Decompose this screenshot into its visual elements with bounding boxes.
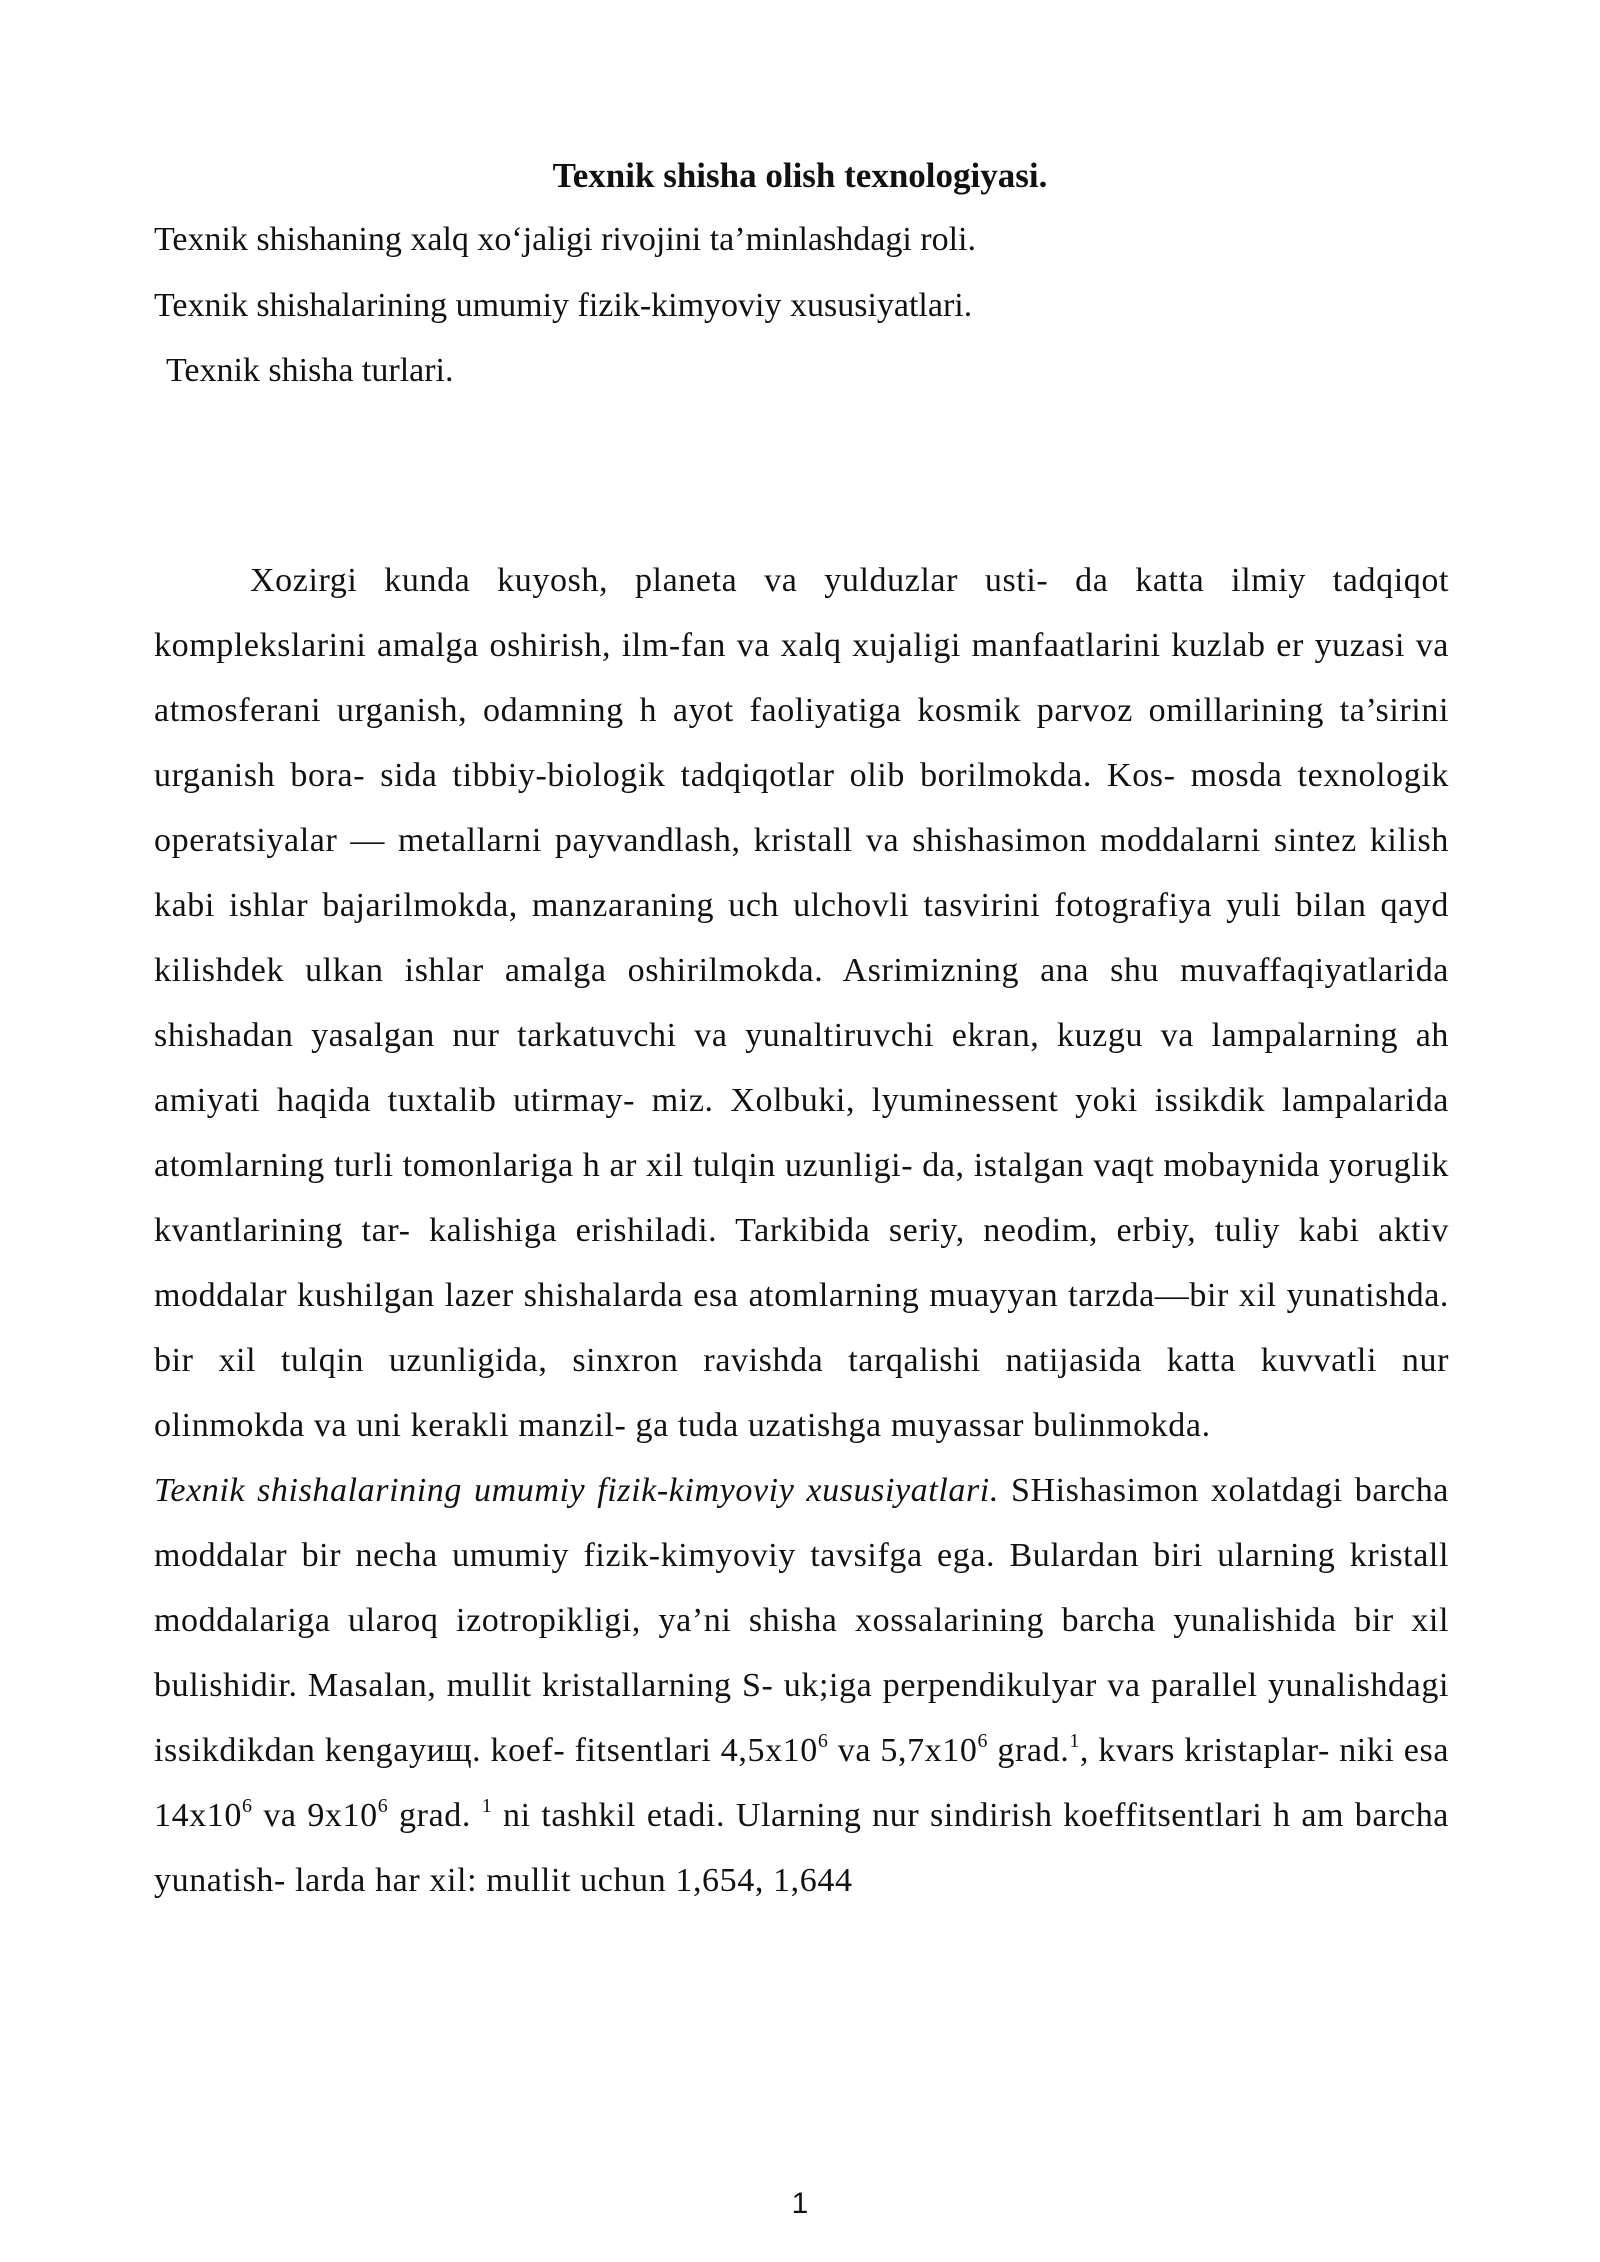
paragraph-text: grad. — [388, 1797, 482, 1834]
subheading-properties: Texnik shishalarining umumiy fizik-kimyoviy xususiyatlari. — [154, 287, 973, 324]
paragraph-text: ni tashkil etadi. Ularning nur sindirish koeffitsentlari h am barcha yunatish- larda har xil: mullit uchun 1,654, 1,644 — [154, 1797, 1449, 1899]
superscript: 6 — [977, 1730, 989, 1752]
superscript: 6 — [817, 1730, 829, 1752]
superscript: 1 — [481, 1795, 493, 1817]
paragraph-text: va 9x10 — [252, 1797, 378, 1834]
subheading-types: Texnik shisha turlari. — [166, 352, 454, 389]
document-title: Texnik shisha olish texnologiyasi. — [552, 156, 1048, 195]
paragraph-text: grad. — [988, 1732, 1070, 1769]
superscript: 6 — [377, 1795, 389, 1817]
document-body — [154, 548, 1449, 1913]
superscript: 6 — [242, 1795, 253, 1817]
page-number: 1 — [791, 2187, 809, 2220]
subheading-role: Texnik shishaning xalq xo‘jaligi rivojini ta’minlashdagi roli. — [154, 221, 976, 258]
paragraph-text: va 5,7x10 — [828, 1732, 978, 1769]
superscript: 1 — [1069, 1730, 1080, 1752]
paragraph-intro: Xozirgi kunda kuyosh, planeta va yulduzlar usti- da katta ilmiy tadqiqot komplekslarini amalga oshirish, ilm-fan va xalq xujaligi manfaatlarini kuzlab er yuzasi va atmosferani urganish, odamning h ayot faoliyatiga kosmik parvoz omillarining ta’sirini urganish bora- sida tibbiy-biologik tadqiqotlar olib borilmokda. Kos- mosda texnologik operatsiyalar — metallarni payvandlash, kristall va shishasimon moddalarni sintez kilish kabi ishlar bajarilmokda, manzaraning uch ulchovli tasvirini fotografiya yuli bilan qayd kilishdek ulkan ishlar amalga oshirilmokda. Asrimizning ana shu muvaffaqiyatlarida shishadan yasalgan nur tarkatuvchi va yunaltiruvchi ekran, kuzgu va lampalarning ah amiyati haqida tuxtalib utirmay- miz. Xolbuki, lyuminessent yoki issikdik lampalarida atomlarning turli tomonlariga h ar xil tulqin uzunligi- da, istalgan vaqt mobaynida yoruglik kvantlarining tar- kalishiga erishiladi. Tarkibida seriy, neodim, erbiy, tuliy kabi aktiv moddalar kushilgan lazer shishalarda esa atomlarning muayyan tarzda—bir xil yunatishda. bir xil tulqin uzunligida, sinxron ravishda tarqalishi natijasida katta kuvvatli nur olinmokda va uni kerakli manzil- ga tuda uzatishga muyassar bulinmokda. — [154, 562, 1450, 1444]
paragraph-text: SHishasimon xolatdagi barcha moddalar bir necha umumiy fizik-kimyoviy tavsifga ega. Bulardan biri ularning kristall moddalariga ularoq izotropikligi, ya’ni shisha xossalarining barcha yunalishida bir xil bulishidir. Masalan, mullit kristallarning S- uk;iga perpendikulyar va parallel yunalishdagi issikdikdan kengayищ. koef- fitsentlari 4,5x10 — [154, 1472, 1449, 1769]
paragraph-text: , kvars kristaplar- niki esa 14x10 — [154, 1732, 1450, 1834]
paragraph-properties — [154, 1458, 1449, 1913]
italic-section-lead: Texnik shishalarining umumiy fizik-kimyoviy xususiyatlari. — [154, 1472, 999, 1509]
